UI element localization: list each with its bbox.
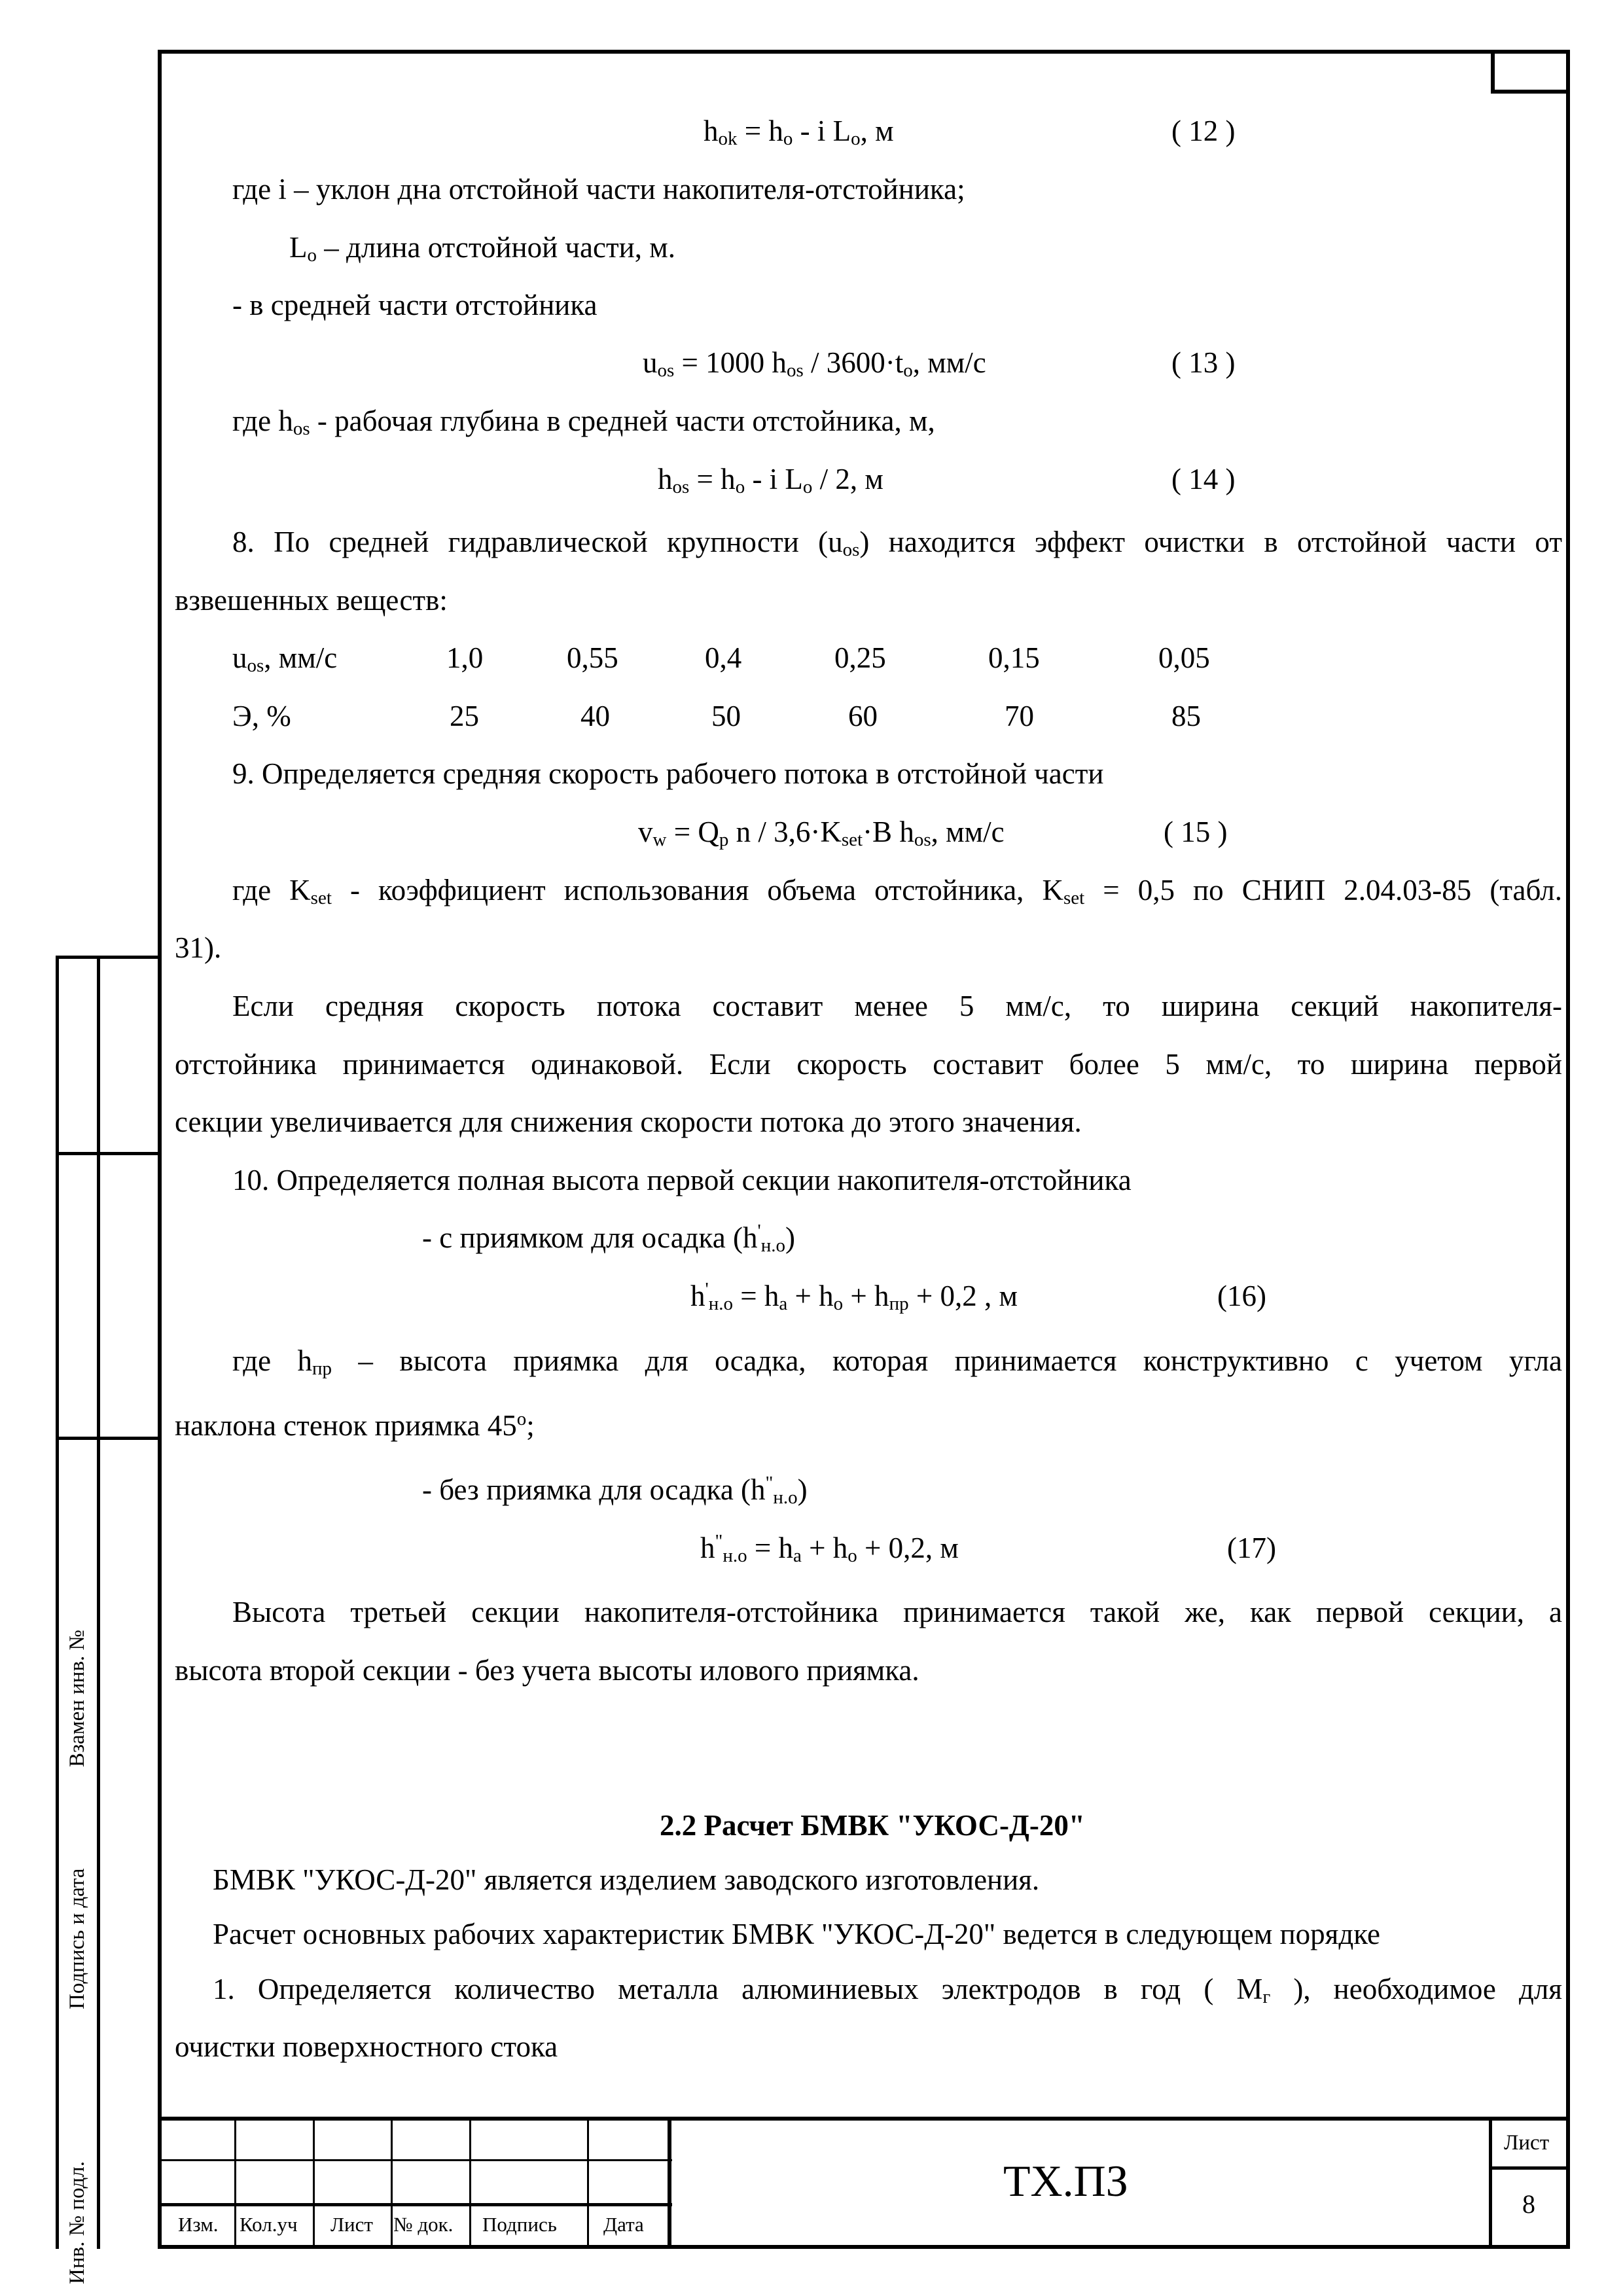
- side-label-inv-original: Инв. № подл.: [65, 2161, 89, 2284]
- equation-16: $h'_{н.о} = h_a + h_o + h_{пр} + 0,2$ , м: [690, 1279, 1018, 1314]
- sheet-label: Лист: [1504, 2131, 1550, 2155]
- equation-13: $u_{os} = 1000$ $h_{os} / 3600\cdot t_o$, мм/с: [643, 346, 986, 381]
- equation-17: $h^"_{н.о} = h_a + h_o + 0,2$, м: [700, 1531, 959, 1566]
- table-cell: 0,55: [567, 641, 618, 674]
- title-block-col-label: № док.: [393, 2213, 454, 2236]
- equation-16-number: (16): [1217, 1280, 1266, 1312]
- with-pit-text: - с приямком для осадка $(h'_{н.о})$: [422, 1221, 795, 1256]
- paragraph-9: 9. Определяется средняя скорость рабочего потока в отстойной части: [232, 757, 1104, 790]
- section-title: 2.2 Расчет БМВК "УКОС-Д-20": [660, 1809, 1085, 1842]
- equation-15: $v_w = Q_p$ $n / 3,6\cdot K_{set}\cdot B$ $h_{os}$, мм/с: [638, 816, 1005, 850]
- speed-paragraph-line-1: Если средняя скорость потока составит менее 5 мм/с, то ширина секций накопителя-: [232, 990, 1562, 1022]
- equation-14: $h_{os} = h_o - i$ $L_o / 2$, м: [658, 463, 883, 497]
- title-block-line: [668, 2117, 671, 2249]
- equation-14-number: ( 14 ): [1171, 463, 1236, 495]
- where-hpr-line-1: где $h_{пр}$ – высота приямка для осадка, которая принимается конструктивно с учетом угла: [232, 1344, 1562, 1379]
- table-row2-label: Э, %: [232, 700, 291, 732]
- side-line: [56, 956, 158, 959]
- title-block-line: [313, 2117, 315, 2249]
- equation-12: $h_{ok} = h_o - i$ $L_o$, м: [704, 115, 894, 149]
- where-lo-text: $L_o$ – длина отстойной части, м.: [289, 231, 675, 266]
- table-cell: 25: [450, 700, 479, 732]
- table-cell: 0,05: [1158, 641, 1210, 674]
- title-block-line: [158, 2117, 1570, 2121]
- title-block-line: [587, 2117, 589, 2249]
- speed-paragraph-line-2: отстойника принимается одинаковой. Если скорость составит более 5 мм/с, то ширина первой: [175, 1048, 1562, 1081]
- corner-box: [1491, 50, 1570, 94]
- equation-17-number: (17): [1227, 1532, 1276, 1564]
- title-block-line: [1489, 2117, 1492, 2249]
- table-cell: 0,15: [988, 641, 1040, 674]
- third-section-line-1: Высота третьей секции накопителя-отстойника принимается такой же, как первой секции, а: [232, 1596, 1562, 1628]
- side-label-replace-inv: Взамен инв. №: [65, 1629, 89, 1767]
- paragraph-8-line-2: взвешенных веществ:: [175, 584, 448, 617]
- mid-part-text: - в средней части отстойника: [232, 289, 597, 321]
- side-line: [56, 1437, 158, 1440]
- table-cell: 70: [1005, 700, 1034, 732]
- title-block-col-label: Подпись: [482, 2213, 557, 2236]
- equation-13-number: ( 13 ): [1171, 346, 1236, 379]
- document-code: ТХ.ПЗ: [1003, 2156, 1128, 2206]
- title-block-line: [469, 2117, 471, 2249]
- where-kset-line-1: где $K_{set}$ - коэффициент использования объема отстойника, $K_{set} = 0,5$ по СНИП 2.04.03-85 (табл.: [232, 874, 1562, 908]
- side-line: [56, 1152, 158, 1155]
- title-block-col-label: Лист: [330, 2213, 373, 2236]
- side-line: [56, 956, 59, 2249]
- section-paragraph-2: Расчет основных рабочих характеристик БМВК "УКОС-Д-20" ведется в следующем порядке: [213, 1918, 1380, 1950]
- section-paragraph-3-line-2: очистки поверхностного стока: [175, 2030, 558, 2063]
- without-pit-text: - без приямка для осадка $(h^"_{н.о})$: [422, 1473, 808, 1508]
- section-paragraph-3-line-1: 1. Определяется количество металла алюминиевых электродов в год ( $М_г$ ), необходимое для: [213, 1973, 1562, 2007]
- table-cell: 40: [580, 700, 610, 732]
- where-i-text: где i – уклон дна отстойной части накопителя-отстойника;: [232, 173, 965, 206]
- title-block-line: [234, 2117, 236, 2249]
- equation-15-number: ( 15 ): [1164, 816, 1228, 848]
- paragraph-8-line-1: 8. По средней гидравлической крупности $(u_{os})$ находится эффект очистки в отстойной части от: [232, 526, 1562, 560]
- third-section-line-2: высота второй секции - без учета высоты илового приямка.: [175, 1654, 919, 1687]
- title-block-line: [1489, 2166, 1570, 2170]
- table-cell: 50: [711, 700, 741, 732]
- table-cell: 0,25: [834, 641, 886, 674]
- title-block-line: [391, 2117, 393, 2249]
- section-paragraph-1: БМВК "УКОС-Д-20" является изделием заводского изготовления.: [213, 1863, 1040, 1896]
- table-cell: 60: [848, 700, 878, 732]
- title-block-col-label: Дата: [603, 2213, 644, 2236]
- where-hpr-line-2: наклона стенок приямка 45$^o$;: [175, 1408, 535, 1442]
- side-line: [97, 956, 100, 2249]
- speed-paragraph-line-3: секции увеличивается для снижения скорости потока до этого значения.: [175, 1105, 1082, 1138]
- table-cell: 1,0: [446, 641, 484, 674]
- title-block-col-label: Кол.уч: [240, 2213, 298, 2236]
- table-row1-label: $u_{os}$, мм/с: [232, 641, 338, 676]
- where-kset-line-2: 31).: [175, 931, 222, 964]
- title-block-col-label: Изм.: [178, 2213, 219, 2236]
- equation-12-number: ( 12 ): [1171, 115, 1236, 147]
- where-hos-text: где $h_{os}$ - рабочая глубина в средней части отстойника, м,: [232, 404, 935, 439]
- side-label-signature-date: Подпись и дата: [65, 1868, 89, 2009]
- sheet-number: 8: [1522, 2189, 1535, 2219]
- table-cell: 85: [1171, 700, 1201, 732]
- table-cell: 0,4: [705, 641, 742, 674]
- paragraph-10: 10. Определяется полная высота первой секции накопителя-отстойника: [232, 1164, 1132, 1196]
